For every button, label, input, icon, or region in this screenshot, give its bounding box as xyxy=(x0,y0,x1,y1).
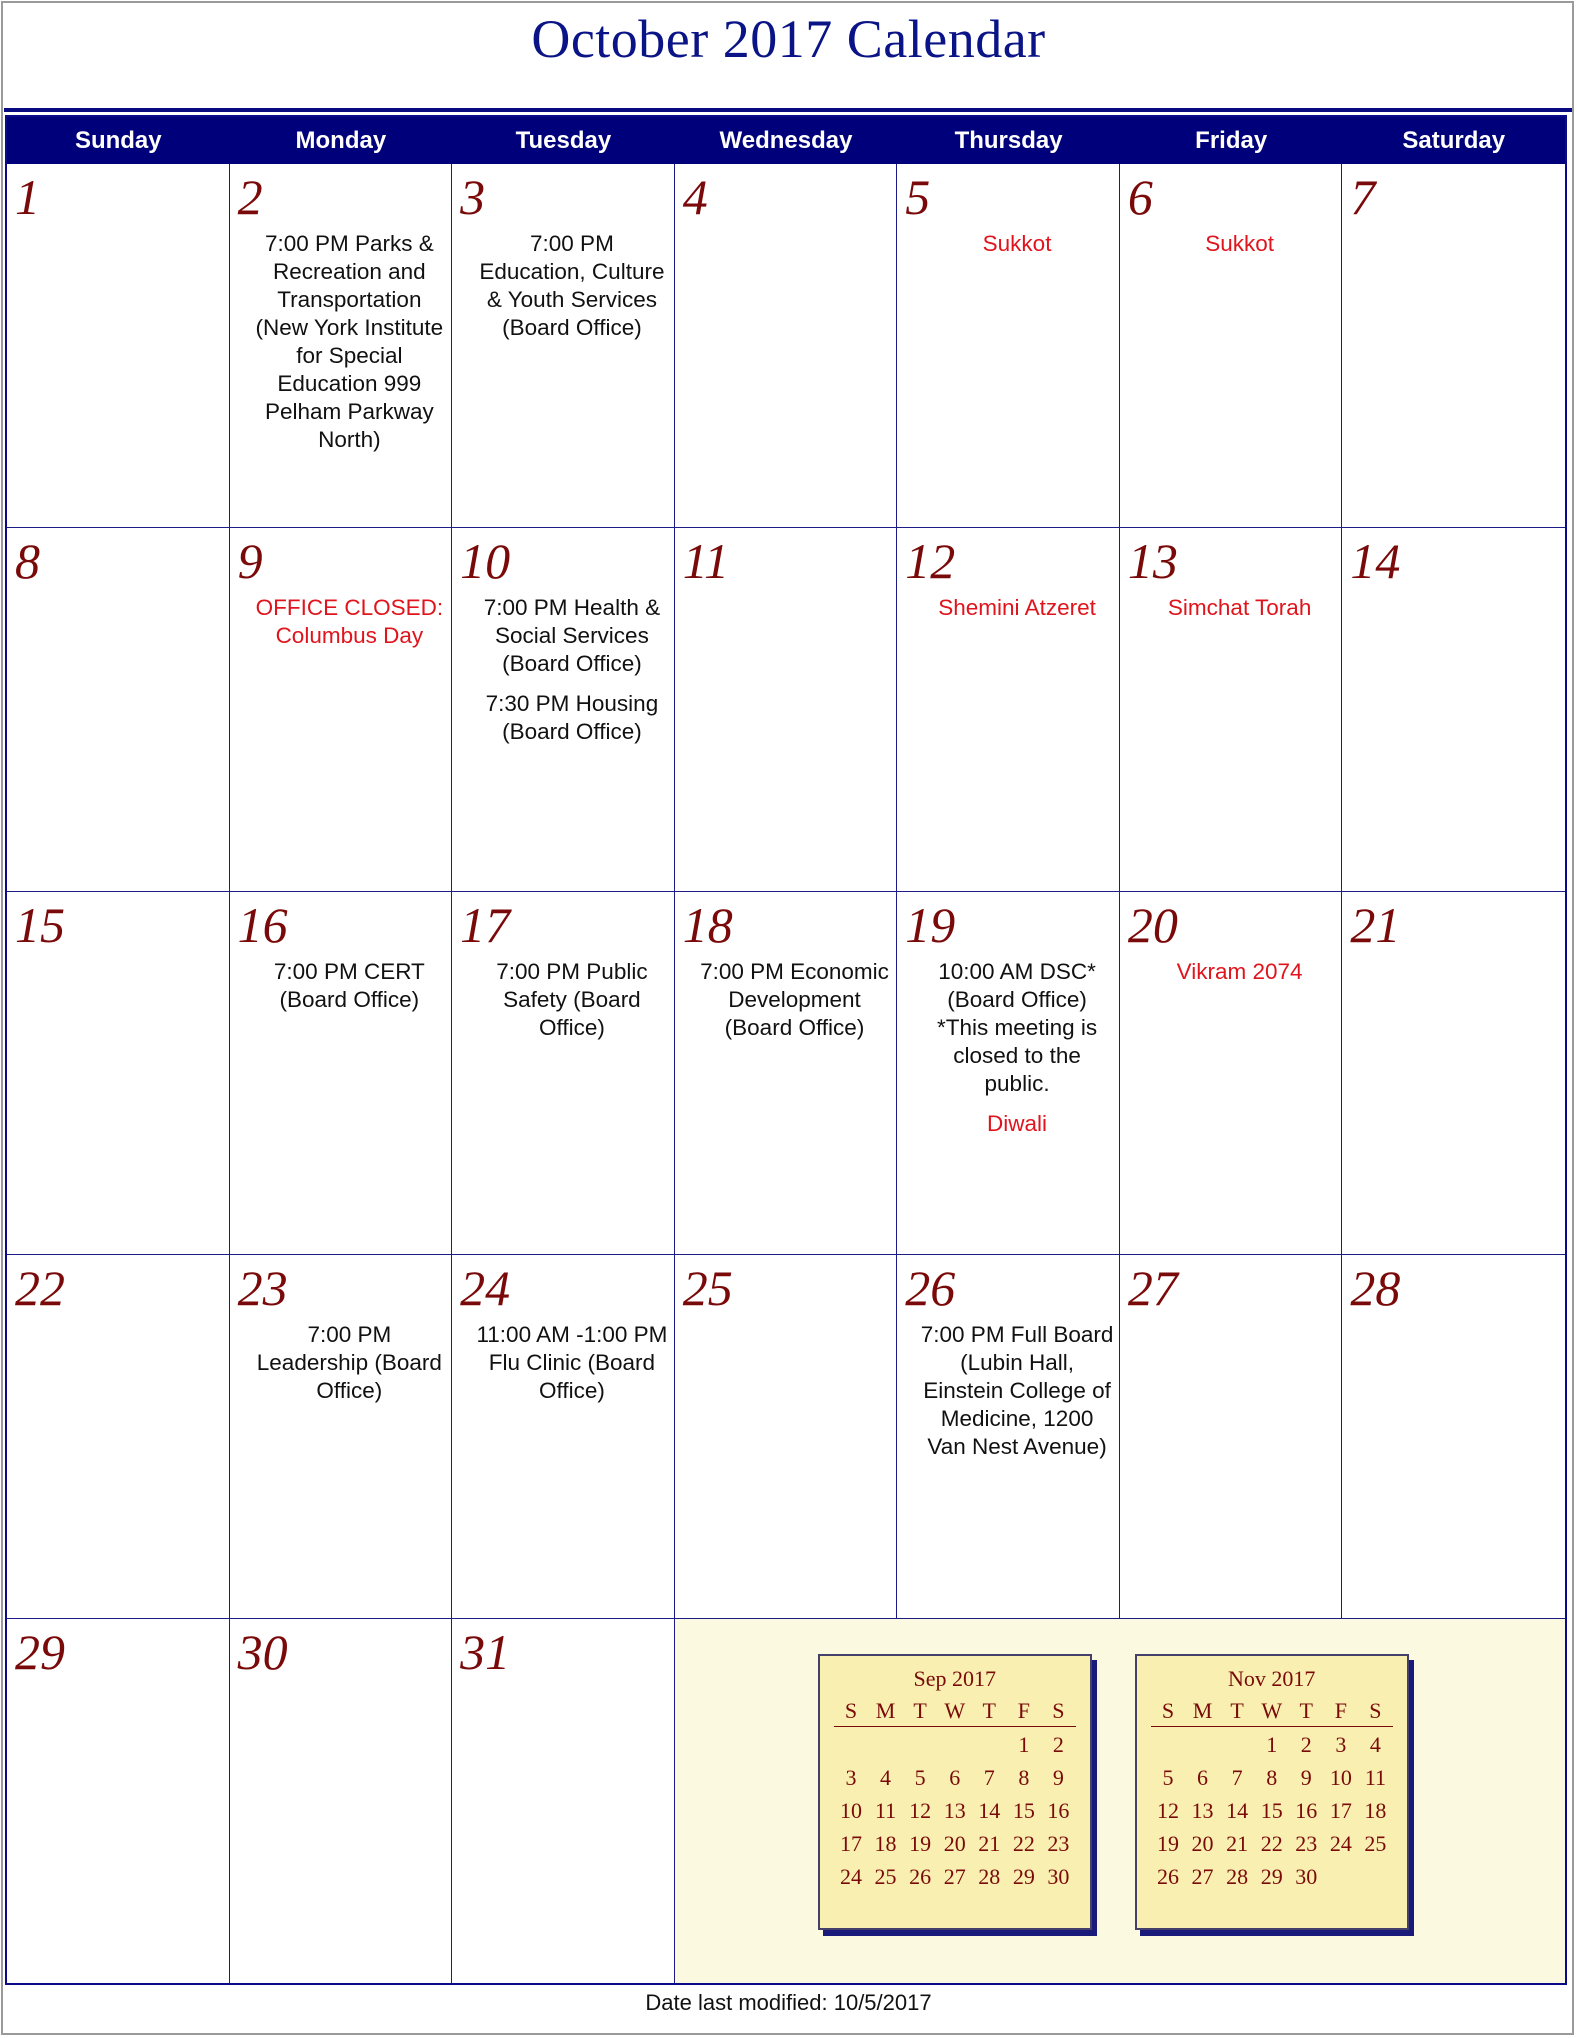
mini-day[interactable]: 2 xyxy=(1052,1732,1064,1758)
mini-weekday-initial: T xyxy=(1299,1698,1313,1724)
holiday-event[interactable]: Diwali xyxy=(987,1110,1048,1136)
page-title: October 2017 Calendar xyxy=(531,9,1046,69)
holiday-event[interactable]: OFFICE CLOSED: Columbus Day xyxy=(255,594,444,648)
event-list xyxy=(1142,594,1338,634)
day-cell-24[interactable] xyxy=(452,1255,675,1619)
mini-day xyxy=(903,1731,938,1758)
day-cell-6[interactable] xyxy=(1120,164,1343,528)
day-cell-3[interactable] xyxy=(452,164,675,528)
day-number: 11 xyxy=(682,532,729,589)
mini-day[interactable]: 7 xyxy=(983,1765,995,1791)
day-number: 4 xyxy=(682,169,708,225)
mini-day[interactable]: 17 xyxy=(1329,1798,1352,1824)
mini-day[interactable]: 13 xyxy=(1191,1798,1214,1824)
mini-weekday-initial: M xyxy=(875,1698,896,1724)
day-number: 17 xyxy=(460,896,511,953)
day-number: 5 xyxy=(905,169,931,225)
meeting-event[interactable]: 7:30 PM Housing (Board Office) xyxy=(485,690,659,744)
day-cell-23[interactable] xyxy=(230,1255,453,1619)
meeting-event[interactable]: 7:00 PM Health & Social Services (Board Office) xyxy=(483,594,661,676)
mini-day[interactable]: 29 xyxy=(1012,1864,1035,1890)
event-list xyxy=(474,958,670,1054)
mini-day[interactable]: 12 xyxy=(1156,1798,1179,1824)
mini-weekday-initial: T xyxy=(982,1698,996,1724)
event-list xyxy=(252,1321,448,1417)
mini-day[interactable]: 6 xyxy=(1197,1765,1209,1791)
mini-weekday-initial: T xyxy=(913,1698,927,1724)
mini-day[interactable]: 20 xyxy=(1191,1831,1214,1857)
mini-day[interactable]: 30 xyxy=(1047,1864,1070,1890)
mini-calendar-title: Sep 2017 xyxy=(913,1666,996,1692)
day-cell-4[interactable] xyxy=(675,164,898,528)
day-number: 24 xyxy=(460,1260,511,1317)
mini-day[interactable]: 29 xyxy=(1260,1864,1283,1890)
event-list xyxy=(919,958,1115,1150)
mini-weekday-initial: F xyxy=(1017,1698,1030,1724)
mini-day[interactable]: 11 xyxy=(874,1798,897,1824)
holiday-event[interactable]: Shemini Atzeret xyxy=(938,594,1096,620)
mini-day[interactable]: 11 xyxy=(1364,1765,1386,1791)
day-cell-26[interactable] xyxy=(897,1255,1120,1619)
holiday-event[interactable]: Simchat Torah xyxy=(1167,594,1312,620)
mini-day[interactable]: 16 xyxy=(1295,1798,1318,1824)
day-cell-14[interactable] xyxy=(1342,528,1565,892)
mini-day xyxy=(868,1731,903,1758)
mini-day[interactable]: 4 xyxy=(880,1765,892,1791)
day-number: 15 xyxy=(15,896,65,953)
weekday-monday: Monday xyxy=(295,126,387,154)
day-number: 19 xyxy=(905,896,956,953)
mini-day[interactable]: 18 xyxy=(1364,1798,1387,1824)
mini-day[interactable]: 20 xyxy=(943,1831,966,1857)
mini-day[interactable]: 26 xyxy=(909,1864,932,1890)
day-number: 23 xyxy=(237,1260,288,1317)
weekday-header xyxy=(7,117,1565,164)
mini-calendar-area xyxy=(675,1619,1565,1983)
mini-day[interactable]: 21 xyxy=(978,1831,1001,1857)
mini-day[interactable]: 28 xyxy=(978,1864,1001,1890)
mini-day xyxy=(937,1731,972,1758)
mini-day[interactable]: 7 xyxy=(1231,1765,1243,1791)
mini-day[interactable]: 10 xyxy=(839,1798,862,1824)
mini-day xyxy=(1324,1863,1359,1890)
mini-day-grid xyxy=(1151,1731,1393,1890)
mini-weekday-initial: T xyxy=(1230,1698,1244,1724)
day-cell-29[interactable] xyxy=(7,1619,230,1983)
day-number: 20 xyxy=(1127,896,1178,953)
day-number: 25 xyxy=(682,1260,733,1317)
event-list xyxy=(1142,958,1338,998)
mini-weekday-row xyxy=(1151,1698,1393,1727)
holiday-event[interactable]: Sukkot xyxy=(982,231,1052,256)
day-cell-16[interactable] xyxy=(230,892,453,1256)
mini-day xyxy=(972,1731,1007,1758)
day-number: 18 xyxy=(682,896,733,953)
mini-day[interactable]: 1 xyxy=(1266,1732,1278,1758)
day-number: 31 xyxy=(460,1624,511,1681)
day-cell-15[interactable] xyxy=(7,892,230,1256)
event-list xyxy=(697,958,893,1054)
day-cell-11[interactable] xyxy=(675,528,898,892)
holiday-event[interactable]: Vikram 2074 xyxy=(1176,958,1303,984)
weekday-friday: Friday xyxy=(1195,126,1268,154)
day-cell-20[interactable] xyxy=(1120,892,1343,1256)
mini-day[interactable]: 14 xyxy=(1226,1798,1249,1824)
day-cell-8[interactable] xyxy=(7,528,230,892)
day-cell-21[interactable] xyxy=(1342,892,1565,1256)
day-number: 28 xyxy=(1350,1260,1401,1317)
weekday-thursday: Thursday xyxy=(954,126,1063,154)
month-grid xyxy=(7,164,1565,1983)
mini-calendar-previous xyxy=(818,1654,1092,1930)
event-list xyxy=(919,594,1115,634)
mini-day[interactable]: 12 xyxy=(909,1798,932,1824)
event-list xyxy=(474,1321,670,1417)
day-cell-2[interactable] xyxy=(230,164,453,528)
mini-day xyxy=(1151,1731,1186,1758)
mini-day[interactable]: 5 xyxy=(1162,1765,1174,1791)
mini-day[interactable]: 28 xyxy=(1226,1864,1249,1890)
day-number: 22 xyxy=(15,1260,65,1317)
event-list xyxy=(919,1321,1115,1473)
day-cell-27[interactable] xyxy=(1120,1255,1343,1619)
mini-day[interactable]: 24 xyxy=(839,1864,862,1890)
mini-day[interactable]: 19 xyxy=(909,1831,932,1857)
day-cell-12[interactable] xyxy=(897,528,1120,892)
mini-day[interactable]: 26 xyxy=(1156,1864,1179,1890)
meeting-event[interactable]: 11:00 AM -1:00 PM Flu Clinic (Board Office) xyxy=(476,1322,668,1404)
mini-weekday-initial: S xyxy=(1161,1698,1175,1724)
mini-day-grid xyxy=(834,1731,1076,1890)
mini-day[interactable]: 14 xyxy=(978,1798,1001,1824)
mini-day[interactable]: 21 xyxy=(1226,1831,1249,1857)
day-number: 1 xyxy=(15,169,40,225)
day-cell-10[interactable] xyxy=(452,528,675,892)
mini-day[interactable]: 6 xyxy=(949,1765,961,1791)
day-cell-19[interactable] xyxy=(897,892,1120,1256)
mini-weekday-initial: S xyxy=(1052,1698,1065,1724)
event-list xyxy=(474,594,670,758)
event-list xyxy=(1142,230,1338,270)
mini-day[interactable]: 8 xyxy=(1018,1765,1030,1791)
day-cell-30[interactable] xyxy=(230,1619,453,1983)
weekday-sunday: Sunday xyxy=(74,126,162,154)
day-number: 2 xyxy=(237,169,263,225)
mini-day xyxy=(1358,1863,1393,1890)
mini-day[interactable]: 19 xyxy=(1156,1831,1179,1857)
mini-day[interactable]: 4 xyxy=(1369,1732,1381,1758)
day-number: 10 xyxy=(460,532,511,589)
mini-day[interactable]: 9 xyxy=(1052,1765,1064,1791)
mini-weekday-initial: F xyxy=(1334,1698,1347,1724)
mini-day[interactable]: 25 xyxy=(1364,1831,1387,1857)
day-number: 21 xyxy=(1350,896,1401,953)
day-number: 27 xyxy=(1127,1260,1178,1317)
mini-weekday-initial: S xyxy=(1369,1698,1382,1724)
meeting-event[interactable]: 10:00 AM DSC* (Board Office) *This meeting is closed to the public. xyxy=(937,958,1098,1096)
mini-day[interactable]: 15 xyxy=(1012,1798,1035,1824)
mini-day[interactable]: 15 xyxy=(1260,1798,1283,1824)
mini-day xyxy=(1220,1731,1255,1758)
holiday-event[interactable]: Sukkot xyxy=(1205,231,1275,256)
meeting-event[interactable]: 7:00 PM Leadership (Board Office) xyxy=(256,1322,442,1404)
day-cell-9[interactable] xyxy=(230,528,453,892)
mini-weekday-initial: M xyxy=(1192,1698,1213,1724)
day-cell-25[interactable] xyxy=(675,1255,898,1619)
meeting-event[interactable]: 7:00 PM Parks & Recreation and Transportation (New York Institute for Special Education 999 Pelham Parkway North) xyxy=(255,231,444,452)
mini-calendar-title: Nov 2017 xyxy=(1228,1666,1316,1692)
meeting-event[interactable]: 7:00 PM Full Board (Lubin Hall, Einstein College of Medicine, 1200 Van Nest Avenue) xyxy=(920,1322,1114,1460)
day-cell-13[interactable] xyxy=(1120,528,1343,892)
mini-day[interactable]: 8 xyxy=(1266,1765,1278,1791)
mini-day xyxy=(1185,1731,1220,1758)
mini-day[interactable]: 3 xyxy=(1335,1732,1347,1758)
meeting-event[interactable]: 7:00 PM CERT (Board Office) xyxy=(273,958,425,1012)
mini-weekday-initial: W xyxy=(1261,1698,1283,1724)
mini-calendar-next xyxy=(1135,1654,1409,1930)
day-number: 12 xyxy=(905,532,956,589)
mini-day[interactable]: 17 xyxy=(839,1831,862,1857)
mini-day[interactable]: 5 xyxy=(914,1765,926,1791)
mini-day[interactable]: 23 xyxy=(1295,1831,1318,1857)
day-number: 6 xyxy=(1127,169,1153,225)
mini-day[interactable]: 27 xyxy=(1191,1864,1214,1890)
day-cell-7[interactable] xyxy=(1342,164,1565,528)
event-list xyxy=(919,230,1115,270)
day-number: 26 xyxy=(905,1260,956,1317)
day-cell-22[interactable] xyxy=(7,1255,230,1619)
meeting-event[interactable]: 7:00 PM Public Safety (Board Office) xyxy=(496,958,648,1040)
mini-day[interactable]: 23 xyxy=(1047,1831,1070,1857)
event-list xyxy=(252,958,448,1026)
mini-weekday-row xyxy=(834,1698,1076,1727)
mini-day[interactable]: 2 xyxy=(1300,1732,1312,1758)
title-divider xyxy=(4,108,1572,112)
day-cell-5[interactable] xyxy=(897,164,1120,528)
day-number: 3 xyxy=(460,169,486,225)
meeting-event[interactable]: 7:00 PM Economic Development (Board Office) xyxy=(700,958,889,1040)
mini-day xyxy=(834,1731,869,1758)
weekday-tuesday: Tuesday xyxy=(515,126,612,154)
day-number: 7 xyxy=(1350,169,1376,225)
day-cell-17[interactable] xyxy=(452,892,675,1256)
mini-day[interactable]: 22 xyxy=(1260,1831,1283,1857)
mini-day[interactable]: 30 xyxy=(1295,1864,1318,1890)
day-number: 8 xyxy=(15,532,40,589)
day-number: 9 xyxy=(237,532,263,589)
mini-weekday-initial: W xyxy=(944,1698,966,1724)
mini-day[interactable]: 10 xyxy=(1329,1765,1352,1791)
mini-day[interactable]: 18 xyxy=(874,1831,897,1857)
mini-day[interactable]: 9 xyxy=(1300,1765,1312,1791)
mini-day[interactable]: 3 xyxy=(845,1765,857,1791)
meeting-event[interactable]: 7:00 PM Education, Culture & Youth Services (Board Office) xyxy=(479,231,665,340)
last-modified: Date last modified: 10/5/2017 xyxy=(645,1990,932,2015)
weekday-wednesday: Wednesday xyxy=(719,126,853,154)
day-cell-28[interactable] xyxy=(1342,1255,1565,1619)
day-number: 13 xyxy=(1127,532,1178,589)
mini-day[interactable]: 1 xyxy=(1018,1732,1030,1758)
mini-day[interactable]: 16 xyxy=(1047,1798,1070,1824)
weekday-saturday: Saturday xyxy=(1402,126,1506,154)
day-number: 29 xyxy=(15,1624,65,1681)
mini-day[interactable]: 27 xyxy=(943,1864,966,1890)
mini-day[interactable]: 25 xyxy=(874,1864,897,1890)
mini-weekday-initial: S xyxy=(844,1698,858,1724)
day-number: 30 xyxy=(237,1624,288,1681)
mini-day[interactable]: 22 xyxy=(1012,1831,1035,1857)
event-list xyxy=(252,594,448,662)
day-number: 14 xyxy=(1350,532,1401,589)
day-cell-1[interactable] xyxy=(7,164,230,528)
mini-day[interactable]: 13 xyxy=(943,1798,966,1824)
day-number: 16 xyxy=(237,896,288,953)
event-list xyxy=(474,230,670,354)
day-cell-31[interactable] xyxy=(452,1619,675,1983)
mini-day[interactable]: 24 xyxy=(1329,1831,1352,1857)
day-cell-18[interactable] xyxy=(675,892,898,1256)
event-list xyxy=(252,230,448,466)
